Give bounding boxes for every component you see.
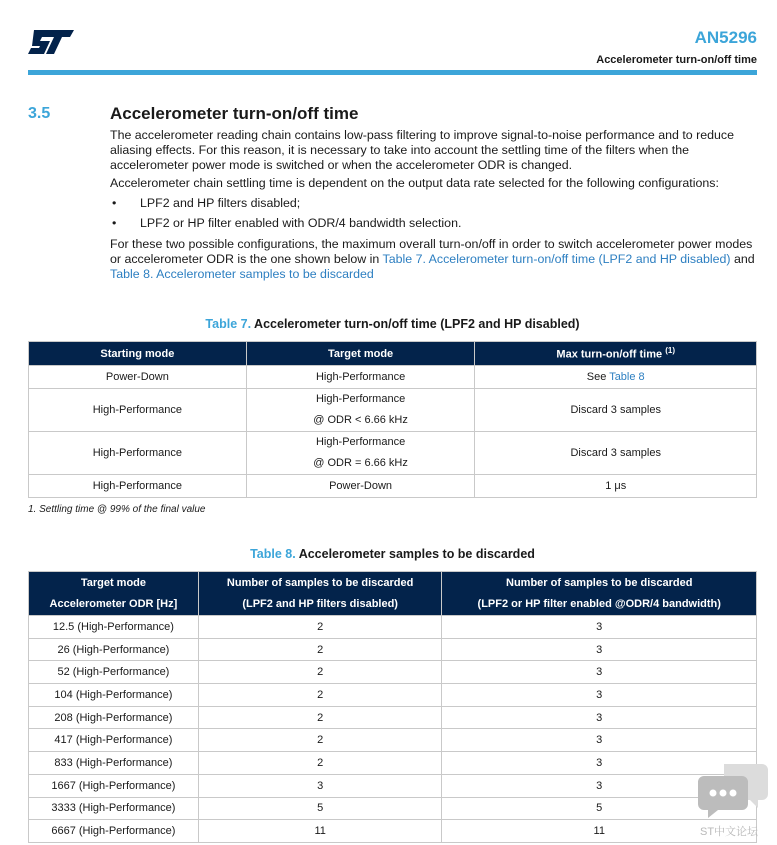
column-header: Number of samples to be discarded (LPF2 or HP filter enabled @ODR/4 bandwidth) — [442, 572, 757, 616]
table-row: High-Performance Power-Down 1 μs — [29, 475, 757, 498]
table-cell: 3 — [442, 638, 757, 661]
table-row: High-Performance High-Performance @ ODR < 6.66 kHz Discard 3 samples — [29, 389, 757, 432]
table-header-row — [29, 342, 757, 366]
table-7-caption: Table 7. Accelerometer turn-on/off time (LPF2 and HP disabled) — [205, 317, 580, 331]
table-cell: 833 (High-Performance) — [29, 752, 199, 775]
paragraph-2: Accelerometer chain settling time is dependent on the output data rate selected for the following configurations: — [110, 176, 719, 190]
table-cell: 12.5 (High-Performance) — [29, 616, 199, 639]
watermark-text: ST中文论坛 — [700, 826, 759, 838]
link-table-7[interactable]: Table 7. Accelerometer turn-on/off time (LPF2 and HP disabled) — [382, 252, 731, 266]
table-8-caption: Table 8. Accelerometer samples to be discarded — [250, 547, 535, 561]
doc-title: Accelerometer turn-on/off time — [596, 54, 757, 66]
table-header-row — [29, 572, 757, 616]
table-cell: 26 (High-Performance) — [29, 638, 199, 661]
table-cell: 3 — [442, 661, 757, 684]
paragraph-3: For these two possible configurations, the maximum overall turn-on/off in order to switch accelerometer power modes or accelerometer ODR is the one shown below in Table 7. Accelerometer turn-on/off time (LPF2 and HP disabled) and Table 8. Accelerometer samples to be discarded — [110, 237, 755, 281]
paragraph-1: The accelerometer reading chain contains low-pass filtering to improve signal-to-noise performance and to reduce aliasing effects. For this reason, it is necessary to take into account the settling time of the filters when the accelerometer power mode is switched or when the accelerometer ODR is changed. — [110, 128, 734, 172]
link-table-8[interactable]: Table 8. Accelerometer samples to be discarded — [110, 267, 374, 281]
link-table-8[interactable]: Table 8 — [609, 371, 645, 383]
table-cell: 2 — [198, 616, 442, 639]
table-cell: 3 — [198, 774, 442, 797]
config-list — [110, 196, 760, 231]
table-cell: 3 — [442, 774, 757, 797]
table-row — [29, 729, 757, 752]
st-logo — [28, 28, 76, 61]
column-header: Target mode Accelerometer ODR [Hz] — [29, 572, 199, 616]
section-number: 3.5 — [28, 105, 51, 122]
table-row — [29, 706, 757, 729]
list-item: • LPF2 or HP filter enabled with ODR/4 bandwidth selection. — [110, 216, 760, 231]
table-row — [29, 774, 757, 797]
chat-bubble-icon — [698, 760, 770, 825]
table-cell: 417 (High-Performance) — [29, 729, 199, 752]
section-body — [110, 128, 760, 285]
doc-id: AN5296 — [694, 28, 757, 47]
table-8 — [28, 571, 757, 843]
table-cell: 1667 (High-Performance) — [29, 774, 199, 797]
table-cell: 104 (High-Performance) — [29, 684, 199, 707]
table-7 — [28, 341, 757, 498]
table-row: Power-Down High-Performance See Table 8 — [29, 366, 757, 389]
table-cell: 2 — [198, 752, 442, 775]
table-row — [29, 820, 757, 843]
table-cell: 3 — [442, 729, 757, 752]
table-7-footnote: 1. Settling time @ 99% of the final value — [28, 504, 206, 515]
table-row — [29, 797, 757, 820]
table-8-body — [29, 616, 757, 843]
table-cell: 2 — [198, 684, 442, 707]
table-cell: 2 — [198, 661, 442, 684]
column-header: Starting mode — [29, 342, 247, 366]
table-cell: 5 — [442, 797, 757, 820]
table-cell: 2 — [198, 729, 442, 752]
list-item: • LPF2 and HP filters disabled; — [110, 196, 760, 211]
table-cell: 3 — [442, 706, 757, 729]
table-cell: 208 (High-Performance) — [29, 706, 199, 729]
table-cell: 6667 (High-Performance) — [29, 820, 199, 843]
column-header: Max turn-on/off time $^{(1)}$ — [475, 342, 757, 366]
table-cell: 5 — [198, 797, 442, 820]
table-row — [29, 661, 757, 684]
table-row — [29, 752, 757, 775]
header-rule — [28, 70, 757, 75]
table-cell: 2 — [198, 638, 442, 661]
table-cell: 11 — [442, 820, 757, 843]
table-cell: 52 (High-Performance) — [29, 661, 199, 684]
table-cell: 3 — [442, 684, 757, 707]
table-row: High-Performance High-Performance @ ODR = 6.66 kHz Discard 3 samples — [29, 432, 757, 475]
table-cell: 11 — [198, 820, 442, 843]
table-row — [29, 638, 757, 661]
table-cell: 3 — [442, 616, 757, 639]
column-header: Number of samples to be discarded (LPF2 and HP filters disabled) — [198, 572, 442, 616]
document-header — [596, 28, 757, 66]
table-cell: 3 — [442, 752, 757, 775]
column-header: Target mode — [246, 342, 475, 366]
table-row — [29, 616, 757, 639]
table-row — [29, 684, 757, 707]
section-title: Accelerometer turn-on/off time — [110, 104, 359, 123]
table-cell: 2 — [198, 706, 442, 729]
table-cell: 3333 (High-Performance) — [29, 797, 199, 820]
